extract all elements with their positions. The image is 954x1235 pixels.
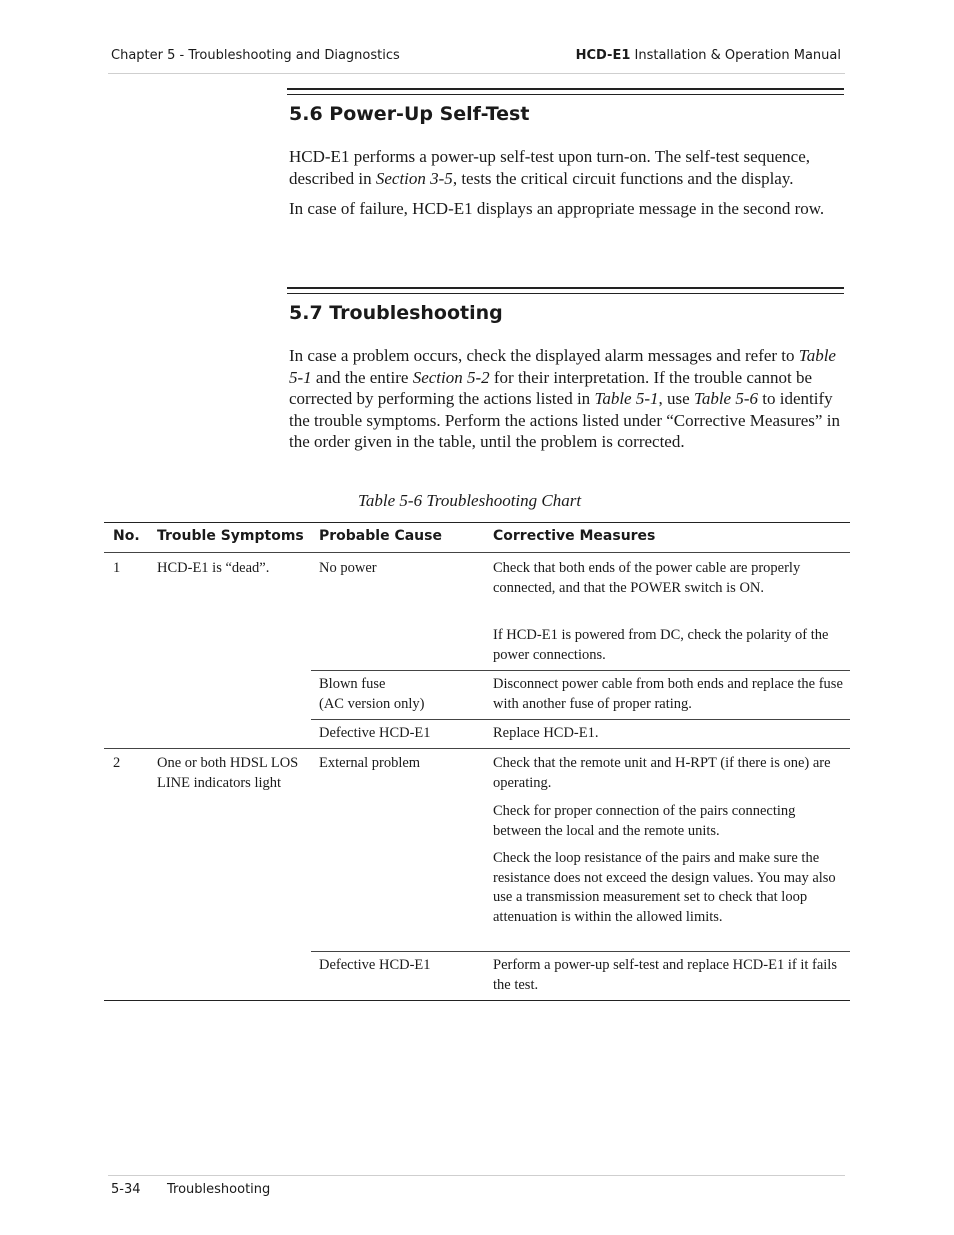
row-2-measure-1a: Check that the remote unit and H-RPT (if there is one) are operating. (493, 755, 831, 791)
section-57-rule (287, 287, 844, 294)
section-56-paragraph-2: In case of failure, HCD-E1 displays an appropriate message in the second row. (289, 199, 825, 218)
s57-ref4: Table 5-6 (693, 389, 759, 408)
row-1-sub-rule-1 (311, 670, 850, 671)
s56-p1-b: , tests the critical circuit functions and the display. (452, 168, 794, 188)
row-2-measure-2: Perform a power-up self-test and replace HCD-E1 if it fails the test. (493, 957, 837, 993)
header-chapter: Chapter 5 - Troubleshooting and Diagnostics (111, 48, 400, 63)
s57-c: for their interpretation. If the trouble cannot be corrected by performing the actions listed in (289, 367, 813, 408)
row-1-measure-2: Disconnect power cable from both ends and replace the fuse with another fuse of proper rating. (493, 676, 843, 712)
footer-divider (108, 1175, 845, 1176)
header-measures: Corrective Measures (493, 528, 656, 544)
table-top-rule (104, 522, 850, 523)
s57-ref2: Section 5-2 (412, 367, 490, 387)
row-1-cause-1: No power (319, 560, 377, 576)
table-bottom-rule (104, 1000, 850, 1001)
header-no: No. (113, 528, 140, 544)
footer-section: Troubleshooting (167, 1182, 271, 1197)
footer-page-number: 5-34 (111, 1182, 141, 1197)
header-divider (108, 73, 845, 74)
section-57-title: 5.7 Troubleshooting (289, 302, 503, 324)
row-1-measure-1a: Check that both ends of the power cable are properly connected, and that the POWER switch is ON. (493, 560, 801, 596)
table-header-rule (104, 552, 850, 553)
row-1-cause-2-line-1: Blown fuse (319, 676, 386, 692)
s57-a: In case a problem occurs, check the displayed alarm messages and refer to (289, 346, 799, 365)
row-divider (104, 748, 850, 749)
section-56-rule (287, 88, 844, 95)
header-manual-title (576, 48, 841, 63)
row-1-symptom: HCD-E1 is “dead”. (157, 560, 270, 576)
row-1-cause-2-line-2: (AC version only) (319, 695, 425, 712)
page-header (111, 48, 841, 68)
row-1-measure-3: Replace HCD-E1. (493, 725, 599, 741)
row-2-sub-rule (311, 951, 850, 952)
s57-ref3: Table 5-1 (594, 389, 659, 408)
section-57-paragraph (289, 345, 845, 453)
s56-p1-ref: Section 3-5 (375, 168, 453, 188)
s56-p1-a: HCD-E1 performs a power-up self-test upon turn-on. The self-test sequence, described in (289, 147, 810, 188)
header-cause: Probable Cause (319, 528, 442, 544)
row-2-measure-1b: Check for proper connection of the pairs connecting between the local and the remote units. (493, 803, 796, 839)
row-1-sub-rule-2 (311, 719, 850, 720)
header-manual: Installation & Operation Manual (630, 48, 841, 63)
s57-d: , use (658, 389, 694, 408)
section-56-paragraph-1 (289, 146, 845, 189)
row-2-measure-1c: Check the loop resistance of the pairs and make sure the resistance does not exceed the design values. You may also use a transmission measurement set to check that loop attenuation is within the allowed limits. (493, 850, 836, 925)
row-2-cause-1: External problem (319, 755, 421, 771)
page-footer (111, 1182, 270, 1197)
header-product: HCD-E1 (575, 48, 631, 63)
row-2-symptom: One or both HDSL LOS LINE indicators light (157, 755, 299, 791)
row-1-measure-1b: If HCD-E1 is powered from DC, check the polarity of the power connections. (493, 627, 829, 663)
section-56-title: 5.6 Power-Up Self-Test (289, 103, 530, 125)
row-2-no: 2 (113, 755, 121, 771)
row-2-cause-2: Defective HCD-E1 (319, 957, 431, 973)
s57-ref1: Table 5-1 (289, 346, 836, 387)
s57-b: and the entire (311, 367, 413, 387)
row-1-no: 1 (113, 560, 121, 576)
table-caption: Table 5-6 Troubleshooting Chart (358, 491, 582, 510)
row-1-cause-3: Defective HCD-E1 (319, 725, 431, 741)
row-1-cause-2 (319, 675, 489, 714)
header-symptoms: Trouble Symptoms (157, 528, 304, 544)
s57-e: to identify the trouble symptoms. Perform the actions listed under “Corrective Measures” in the order given in the table, until the problem is corrected. (289, 389, 840, 451)
